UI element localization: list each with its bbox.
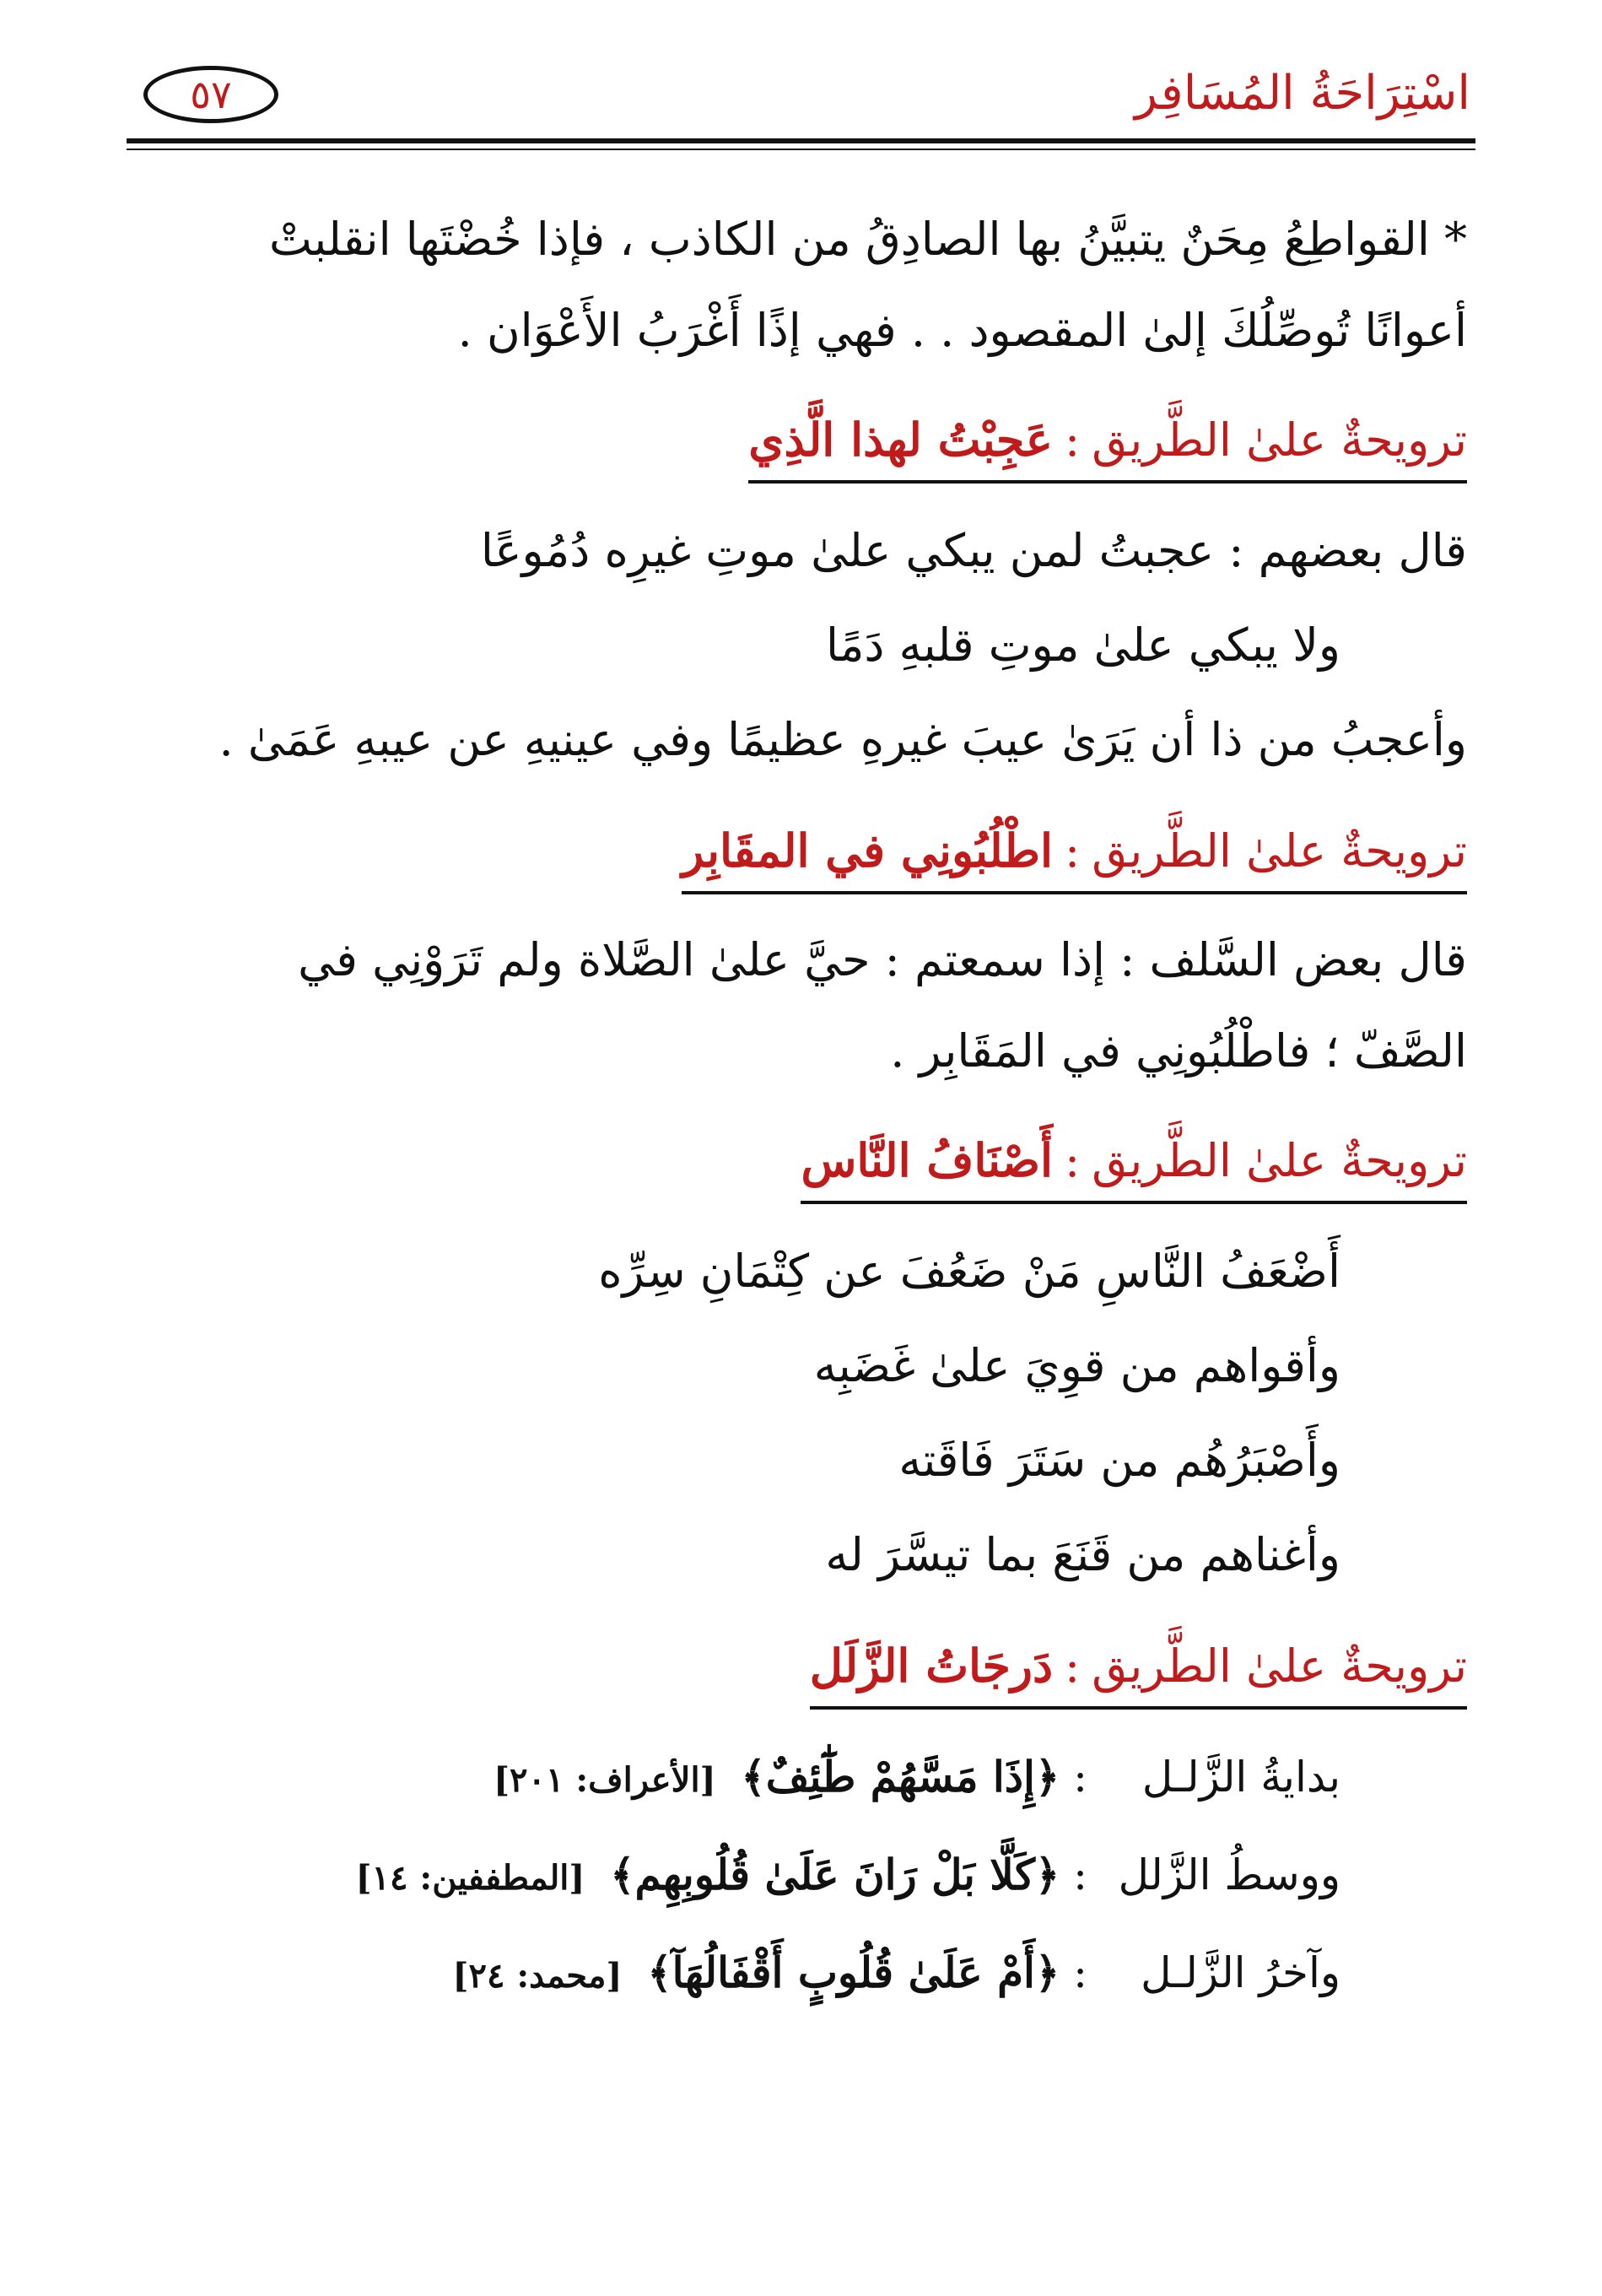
header-rule-thick: [127, 138, 1475, 143]
stage-line: [127, 1730, 1340, 1828]
saying-line: وأقواهم من قوِيَ علىٰ غَضَبِه: [813, 1339, 1340, 1392]
section-paragraph: [127, 915, 1467, 1097]
stage-label: وآخرُ الزَّلـل: [1141, 1948, 1340, 1997]
stage-colon: :: [1073, 1850, 1087, 1899]
page-number-oval: [143, 66, 278, 123]
section-heading-underline: [682, 816, 1467, 894]
section-heading: [127, 1631, 1467, 1710]
section-line: وأعجبُ من ذا أن يَرَىٰ عيبَ غيرهِ عظيمًا وفي عينيهِ عن عيبهِ عَمَىٰ .: [218, 713, 1467, 766]
saying-line: وأَصْبَرُهُم من سَتَرَ فَاقَته: [898, 1434, 1340, 1487]
heading-topic: عَجِبْتُ لهذا الَّذِي: [748, 413, 1053, 467]
stage-label: بدايةُ الزَّلـل: [1141, 1753, 1340, 1802]
quran-reference: [المطففين: ١٤]: [355, 1858, 585, 1898]
heading-prefix: ترويحةٌ علىٰ الطَّريق: [1092, 824, 1467, 878]
section-line: الصَّفّ ؛ فاطْلُبُونِي في المَقَابِر .: [890, 1024, 1467, 1078]
section-heading-underline: [810, 1631, 1467, 1710]
heading-prefix: ترويحةٌ علىٰ الطَّريق: [1092, 413, 1467, 467]
heading-topic: دَرجَاتُ الزَّلَل: [809, 1639, 1053, 1693]
saying-line: أَضْعَفُ النَّاسِ مَنْ ضَعُفَ عن كِتْمَانِ سِرِّه: [598, 1245, 1340, 1298]
book-title: اسْتِرَاحَةُ المُسَافِر: [1135, 66, 1470, 121]
saying-line: وأغناهم من قَنَعَ بما تيسَّرَ له: [825, 1528, 1340, 1581]
stages-block: [127, 1730, 1467, 2023]
section-line: ولا يبكي علىٰ موتِ قلبهِ دَمًا: [826, 619, 1340, 672]
heading-separator: :: [1065, 413, 1081, 467]
intro-line-2: أعوانًا تُوصِّلُكَ إلىٰ المقصود . . فهي إذًا أَغْرَبُ الأَعْوَان .: [457, 304, 1467, 357]
stage-label: ووسطُ الزَّلل: [1118, 1850, 1340, 1899]
section-line: قال بعض السَّلف : إذا سمعتم : حيَّ علىٰ الصَّلاة ولم تَرَوْنِي في: [298, 933, 1467, 986]
quran-quote: ﴿إِذَا مَسَّهُمْ طَٰٓئِفٌ﴾: [741, 1752, 1060, 1802]
quran-quote: ﴿أَمْ عَلَىٰ قُلُوبٍ أَقْفَالُهَآ﴾: [647, 1948, 1060, 1997]
section-heading-underline: [801, 1126, 1467, 1204]
heading-prefix: ترويحةٌ علىٰ الطَّريق: [1092, 1134, 1467, 1187]
heading-separator: :: [1065, 824, 1081, 878]
stage-line: [127, 1828, 1340, 1926]
heading-separator: :: [1065, 1134, 1081, 1187]
stage-line: [127, 1926, 1340, 2023]
heading-topic: أَصْنَافُ النَّاس: [801, 1133, 1053, 1187]
heading-topic: اطْلُبُونِي في المقَابِر: [682, 824, 1053, 878]
section-heading: [127, 405, 1467, 484]
section-heading: [127, 816, 1467, 894]
section-heading-underline: [748, 405, 1467, 484]
section-heading: [127, 1126, 1467, 1204]
quran-quote: ﴿كَلَّا بَلْ رَانَ عَلَىٰ قُلُوبِهِم﴾: [610, 1850, 1060, 1899]
stage-colon: :: [1073, 1948, 1087, 1997]
intro-paragraph: [127, 194, 1467, 376]
intro-line-1: * القواطِعُ مِحَنٌ يتبيَّنُ بها الصادِقُ من الكاذب ، فإذا خُضْتَها انقلبتْ: [269, 213, 1467, 266]
quran-reference: [محمد: ٢٤]: [452, 1956, 623, 1996]
page-number: ٥٧: [190, 72, 232, 117]
heading-separator: :: [1065, 1640, 1081, 1693]
heading-prefix: ترويحةٌ علىٰ الطَّريق: [1092, 1640, 1467, 1693]
saying-block: [127, 1224, 1467, 1602]
quran-reference: [الأعراف: ٢٠١]: [494, 1760, 716, 1800]
stage-colon: :: [1073, 1753, 1087, 1802]
section-line: قال بعضهم : عجبتُ لمن يبكي علىٰ موتِ غيرِه دُمُوعًا: [480, 524, 1467, 577]
page-content: [127, 194, 1467, 2023]
page-header: [127, 51, 1475, 143]
header-rule-thin: [127, 149, 1475, 150]
